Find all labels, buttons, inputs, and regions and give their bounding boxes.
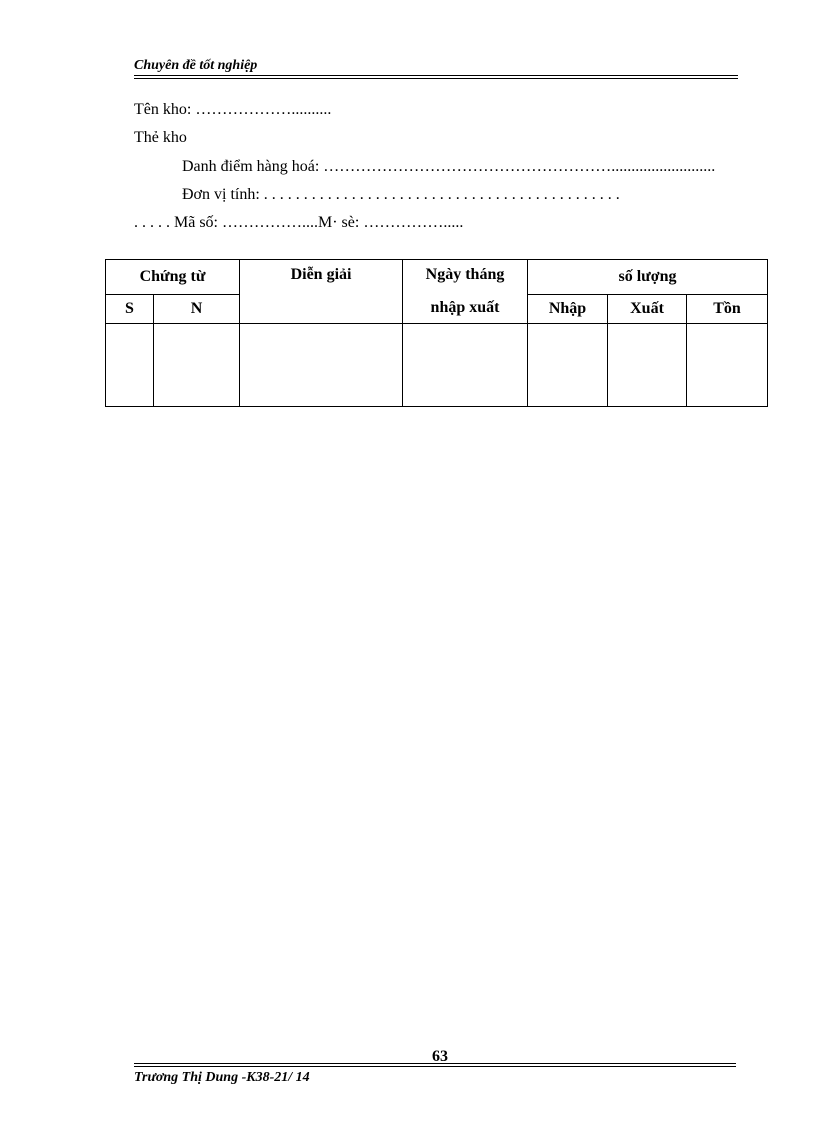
card-title: Thẻ kho [134,129,187,146]
code-line: . . . . . Mã số: ……………....M· sè: ……………..... [134,214,464,231]
warehouse-name-line: Tên kho: ……………….......... [134,101,332,118]
description-header: Diễn giải [240,260,403,324]
document-header-title: Chuyên đề tốt nghiệp [134,58,258,73]
footer-rule-top [134,1063,736,1064]
quantity-header: số lượng [528,260,768,295]
voucher-s-header: S [106,294,154,323]
table-cell [528,323,608,406]
header-rule-top [134,75,738,76]
footer-rule-bottom [134,1066,736,1067]
in-header: Nhập [528,294,608,323]
table-cell [240,323,403,406]
header-rule-bottom [134,78,738,79]
voucher-n-header: N [154,294,240,323]
voucher-header: Chứng từ [106,260,240,295]
date-header-line1: Ngày tháng [403,260,528,295]
date-header-line2: nhập xuất [403,294,528,323]
table-cell [106,323,154,406]
table-header-row-1 [106,260,768,295]
table-cell [687,323,768,406]
stock-card-table [105,259,768,407]
page-number: 63 [432,1048,448,1065]
table-row [106,323,768,406]
balance-header: Tồn [687,294,768,323]
table-cell [608,323,687,406]
out-header: Xuất [608,294,687,323]
table-cell [154,323,240,406]
table-cell [403,323,528,406]
goods-name-line: Danh điểm hàng hoá: ……………………………………………….......................... [182,158,716,175]
table-header-row-2 [106,294,768,323]
footer-author: Trương Thị Dung -K38-21/ 14 [134,1070,310,1085]
unit-line: Đơn vị tính: . . . . . . . . . . . . . . . . . . . . . . . . . . . . . . . . . . . . . . . . . . . . . [182,186,620,203]
